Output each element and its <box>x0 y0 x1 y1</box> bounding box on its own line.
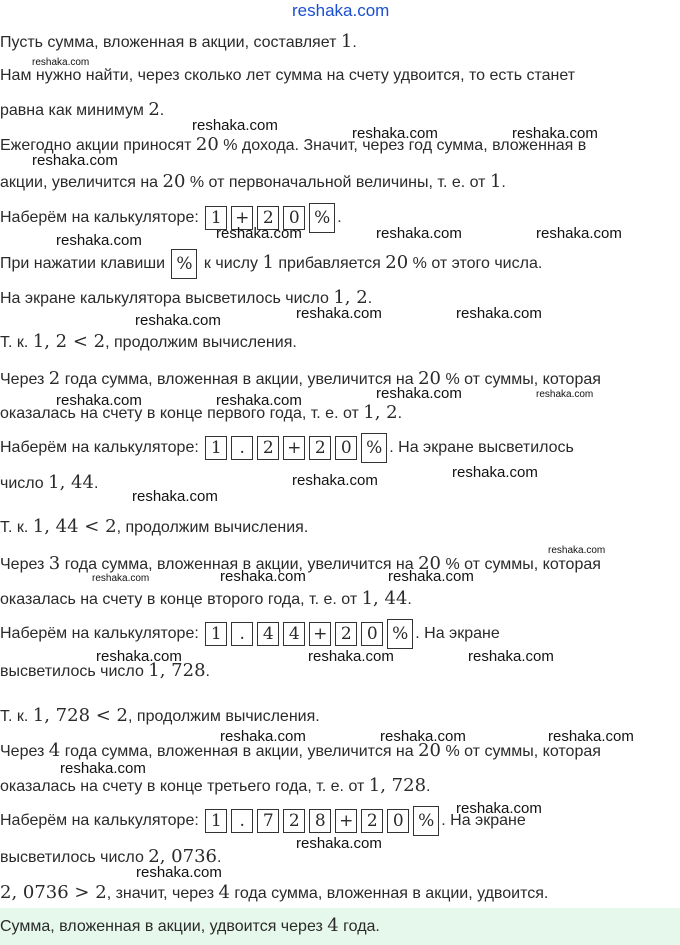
site-watermark: reshaka.com <box>32 57 90 68</box>
site-watermark: reshaka.com <box>548 545 606 556</box>
site-watermark: reshaka.com <box>56 392 142 409</box>
calc-key[interactable]: 4 <box>283 622 305 646</box>
text: года сумма, вложенная в акции, увеличится на <box>60 743 419 760</box>
text: , значит, через <box>106 885 219 902</box>
site-watermark: reshaka.com <box>296 305 382 322</box>
text: % от суммы, которая <box>441 371 601 388</box>
text: оказалась на счету в конце первого года, т. е. от <box>0 405 364 422</box>
text-line <box>0 516 308 539</box>
text: Наберём на калькуляторе: <box>0 439 204 457</box>
calc-key[interactable]: . <box>231 809 253 833</box>
text-line <box>0 171 506 194</box>
math: 20 <box>418 368 442 389</box>
text: Через <box>0 371 49 388</box>
site-watermark: reshaka.com <box>220 568 306 585</box>
calc-key[interactable]: + <box>309 622 331 646</box>
text: Т. к. <box>0 334 33 351</box>
math: 1, 728 <box>368 775 427 796</box>
text: . <box>501 174 506 191</box>
text: года сумма, вложенная в акции, удвоится. <box>229 885 549 902</box>
math: 1, 44 <box>361 588 408 609</box>
text: года. <box>338 918 380 935</box>
site-watermark: reshaka.com <box>56 232 142 249</box>
calc-key[interactable]: 4 <box>257 622 279 646</box>
text-line <box>0 248 542 278</box>
site-watermark: reshaka.com <box>352 125 438 142</box>
math: 1 <box>262 252 274 273</box>
calc-key[interactable]: + <box>231 206 253 230</box>
math: 1 <box>489 171 502 192</box>
math: 20 <box>418 553 442 574</box>
text-line <box>0 368 601 391</box>
text: Наберём на калькуляторе: <box>0 812 204 830</box>
text: Сумма, вложенная в акции, удвоится через <box>0 918 328 935</box>
text: . <box>217 849 222 866</box>
calc-key[interactable]: % <box>413 806 439 836</box>
calc-key[interactable]: 0 <box>335 436 357 460</box>
answer-box <box>0 908 680 945</box>
calc-key[interactable]: 2 <box>283 809 305 833</box>
site-watermark: reshaka.com <box>388 568 474 585</box>
site-watermark: reshaka.com <box>136 864 222 881</box>
calc-key[interactable]: 1 <box>205 809 227 833</box>
text-line <box>0 705 320 728</box>
text-line <box>0 99 164 122</box>
calc-key[interactable]: 2 <box>257 436 279 460</box>
math: 1, 44 <box>48 472 94 493</box>
calc-key[interactable]: % <box>309 203 335 233</box>
math: 2 <box>48 368 61 389</box>
text-line <box>0 588 412 611</box>
text-line <box>0 331 297 354</box>
text: Пусть сумма, вложенная в акции, составляет <box>0 34 341 51</box>
site-watermark: reshaka.com <box>380 728 466 745</box>
text: . На экране высветилось <box>389 439 574 457</box>
text: высветилось число <box>0 849 149 866</box>
math: 1, 2 < 2 <box>32 331 106 352</box>
math: 1 <box>340 31 353 52</box>
text: . <box>159 102 165 119</box>
text: Через <box>0 743 49 760</box>
text: . <box>337 209 342 227</box>
site-watermark: reshaka.com <box>216 392 302 409</box>
site-watermark[interactable]: reshaka.com <box>292 1 390 20</box>
site-watermark: reshaka.com <box>376 385 462 402</box>
text: . <box>367 290 373 307</box>
text: года сумма, вложенная в акции, увеличится на <box>60 371 419 388</box>
text: прибавляется <box>273 255 386 272</box>
text: равна как минимум <box>0 102 149 119</box>
site-watermark: reshaka.com <box>135 312 221 329</box>
text: . На экране <box>415 625 500 643</box>
site-watermark: reshaka.com <box>456 800 542 817</box>
text-line <box>0 472 98 495</box>
calc-key[interactable]: 2 <box>257 206 279 230</box>
calc-key[interactable]: 1 <box>205 622 227 646</box>
text: % от суммы, которая <box>441 743 601 760</box>
math: 20 <box>418 740 442 761</box>
calc-key[interactable]: 0 <box>387 809 409 833</box>
math: 4 <box>327 915 339 936</box>
text: , продолжим вычисления. <box>116 519 309 536</box>
text: Через <box>0 556 49 573</box>
text: % от этого числа. <box>408 255 543 272</box>
site-watermark: reshaka.com <box>92 573 150 584</box>
text-line: Нам нужно найти, через сколько лет сумма на счету удвоится, то есть станет <box>0 67 576 84</box>
site-watermark: reshaka.com <box>548 728 634 745</box>
text: число <box>0 475 49 492</box>
math: 2 <box>148 99 160 120</box>
text: года сумма, вложенная в акции, увеличится на <box>60 556 419 573</box>
text: к числу <box>199 255 263 272</box>
site-watermark: reshaka.com <box>216 225 302 242</box>
text: оказалась на счету в конце второго года, т. е. от <box>0 591 362 608</box>
site-watermark: reshaka.com <box>452 464 538 481</box>
text: , продолжим вычисления. <box>128 708 320 725</box>
site-watermark: reshaka.com <box>376 225 462 242</box>
calc-line <box>0 619 500 649</box>
text: При нажатии клавиши <box>0 255 170 272</box>
text-line <box>0 775 430 798</box>
text: , продолжим вычисления. <box>105 334 297 351</box>
math: 20 <box>195 134 219 155</box>
text: На экране калькулятора высветилось число <box>0 290 334 307</box>
calc-line <box>0 806 526 836</box>
math: 20 <box>162 171 186 192</box>
math: 3 <box>48 553 61 574</box>
math: 4 <box>48 740 61 761</box>
site-watermark: reshaka.com <box>468 648 554 665</box>
math: 1, 728 <box>148 660 206 681</box>
text: . <box>426 778 431 795</box>
text: . <box>397 405 403 422</box>
calc-key[interactable]: 2 <box>335 622 357 646</box>
text-line <box>0 31 357 54</box>
site-watermark: reshaka.com <box>32 152 118 169</box>
text: Ежегодно акции приносят <box>0 137 196 154</box>
calc-key[interactable]: % <box>387 619 413 649</box>
calc-key[interactable]: % <box>361 433 387 463</box>
text: . <box>407 591 412 608</box>
text: оказалась на счету в конце третьего года, т. е. от <box>0 778 369 795</box>
calc-key[interactable]: 8 <box>309 809 331 833</box>
text: высветилось число <box>0 663 149 680</box>
site-watermark: reshaka.com <box>132 488 218 505</box>
text: акции, увеличится на <box>0 174 163 191</box>
calc-line <box>0 433 574 463</box>
text: % дохода. Значит, через год сумма, вложенная в <box>218 137 587 154</box>
calc-key[interactable]: + <box>283 436 305 460</box>
calc-key[interactable]: . <box>231 436 253 460</box>
site-watermark: reshaka.com <box>96 648 182 665</box>
site-watermark: reshaka.com <box>456 305 542 322</box>
calc-key[interactable]: . <box>231 622 253 646</box>
calc-key[interactable]: 2 <box>361 809 383 833</box>
site-watermark: reshaka.com <box>60 760 146 777</box>
site-watermark: reshaka.com <box>296 835 382 852</box>
text: % от суммы, которая <box>441 556 601 573</box>
calc-key[interactable]: 7 <box>257 809 279 833</box>
math: 2, 0736 <box>148 846 217 867</box>
percent-key[interactable]: % <box>171 249 197 279</box>
text: Т. к. <box>0 708 33 725</box>
text: . <box>352 34 357 51</box>
text: . <box>93 475 99 492</box>
math: 20 <box>385 252 409 273</box>
calc-key[interactable]: 1 <box>205 436 227 460</box>
site-watermark: reshaka.com <box>536 389 594 400</box>
math: 1, 2 <box>333 287 368 308</box>
math: 1, 2 <box>363 402 398 423</box>
text: % от первоначальной величины, т. е. от <box>185 174 490 191</box>
site-watermark: reshaka.com <box>292 472 378 489</box>
site-watermark: reshaka.com <box>512 125 598 142</box>
calc-key[interactable]: + <box>335 809 357 833</box>
text: Т. к. <box>0 519 33 536</box>
calc-key[interactable]: 0 <box>361 622 383 646</box>
answer-text <box>0 915 380 938</box>
site-watermark: reshaka.com <box>536 225 622 242</box>
site-watermark: reshaka.com <box>308 648 394 665</box>
text: . На экране <box>441 812 526 830</box>
text: Наберём на калькуляторе: <box>0 209 204 227</box>
site-watermark: reshaka.com <box>192 117 278 134</box>
calc-key[interactable]: 0 <box>283 206 305 230</box>
math: 1, 728 < 2 <box>32 705 129 726</box>
calc-key[interactable]: 2 <box>309 436 331 460</box>
text-line <box>0 882 548 905</box>
math: 1, 44 < 2 <box>32 516 117 537</box>
math: 4 <box>218 882 230 903</box>
math: 2, 0736 > 2 <box>0 882 107 903</box>
calc-key[interactable]: 1 <box>205 206 227 230</box>
site-watermark: reshaka.com <box>220 728 306 745</box>
text: . <box>205 663 210 680</box>
text: Наберём на калькуляторе: <box>0 625 204 643</box>
